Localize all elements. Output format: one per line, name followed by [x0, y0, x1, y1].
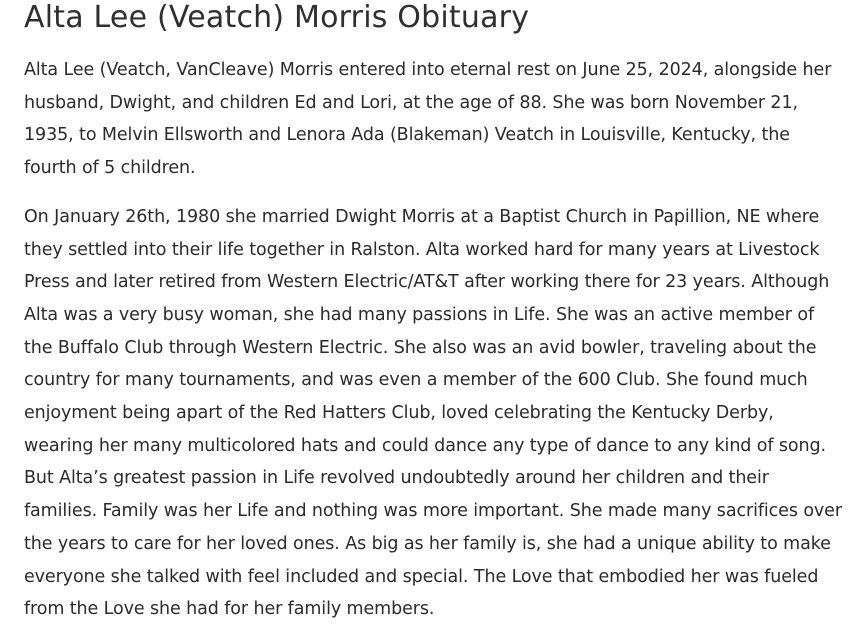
paragraph-marriage-and-life: On January 26th, 1980 she married Dwight Morris at a Baptist Church in Papillion, NE where they settled into their life together in Ralston. Alta worked hard for many years at Livestock Press and later retired from Western Electric/AT&T after working there for 23 years. Although Alta was a very busy woman, she had many passions in Life. She was an active member of the Buffalo Club through Western Electric. She also was an avid bowler, traveling about the country for many tournaments, and was even a member of the 600 Club. She found much enjoyment being apart of the Red Hatters Club, loved celebrating the Kentucky Derby, wearing her many multicolored hats and could dance any type of dance to any kind of song. But Alta’s greatest passion in Life revolved undoubtedly around her children and their families. Family was her Life and nothing was more important. She made many sacrifices over the years to care for her loved ones. As big as her family is, she had a unique ability to make everyone she talked with feel included and special. The Love that embodied her was fueled from the Love she had for her family members.: [24, 206, 842, 620]
obituary-article: [24, 0, 846, 626]
paragraph-early-life: Alta Lee (Veatch, VanCleave) Morris entered into eternal rest on June 25, 2024, alongside her husband, Dwight, and children Ed and Lori, at the age of 88. She was born November 21, 1935, to Melvin Ellsworth and Lenora Ada (Blakeman) Veatch in Louisville, Kentucky, the fourth of 5 children.: [24, 60, 832, 179]
page-title: Alta Lee (Veatch) Morris Obituary: [24, 0, 530, 35]
